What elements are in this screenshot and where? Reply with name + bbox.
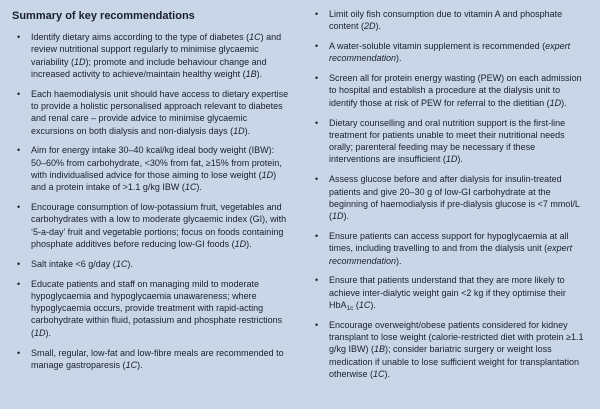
list-item-text: Encourage overweight/obese patients considered for kidney transplant to lose weight (calorie-restricted diet with protein ≥1.1 g/kg IBW) (1B); consider bariatric surgery or weight loss medication if unable to lose sufficient weight for transplantation otherwise (1C). xyxy=(329,319,584,379)
list-item xyxy=(310,319,588,380)
list-item-text: Salt intake <6 g/day (1C). xyxy=(31,258,133,269)
bullet-icon: • xyxy=(315,9,319,19)
list-item-text: Screen all for protein energy wasting (PEW) on each admission to hospital and establish a procedure at the dialysis unit to identify those at risk of PEW for referral to the dietitian (1D). xyxy=(329,73,582,108)
left-column xyxy=(12,8,290,403)
list-item xyxy=(12,88,290,137)
recommendations-list-left xyxy=(12,31,290,371)
list-item-text: Identify dietary aims according to the type of diabetes (1C) and review nutritional support regularly to minimise glycaemic variability (1D); promote and include behaviour change and increased activity to achieve/maintain healthy weight (1B). xyxy=(31,32,282,79)
bullet-icon: • xyxy=(17,88,21,99)
list-item xyxy=(12,201,290,250)
list-item xyxy=(310,8,588,33)
panel-title: Summary of key recommendations xyxy=(12,10,195,22)
list-item-text: Educate patients and staff on managing mild to moderate hypoglycaemia and hypoglycaemia unawareness; where hypoglycaemia occurs, provide treatment with rapid-acting carbohydrate within fluid, potassium and phosphate restrictions (1D). xyxy=(31,278,283,338)
list-item-text: Dietary counselling and oral nutrition support is the first-line treatment for patients unable to meet their nutritional needs orally; parenteral feeding may be necessary if these interventions are insufficient (1D). xyxy=(329,117,566,165)
bullet-icon: • xyxy=(17,258,21,269)
list-item-text: Ensure that patients understand that they are more likely to achieve inter-dialytic weight gain <2 kg if they optimise their HbA$_{1c}$ (1C). xyxy=(329,275,566,312)
bullet-icon: • xyxy=(315,174,319,185)
bullet-icon: • xyxy=(315,319,319,330)
list-item xyxy=(12,31,290,80)
list-item-text: Aim for energy intake 30–40 kcal/kg ideal body weight (IBW): 50–60% from carbohydrate, <30% from fat, ≥15% from protein, with individualised advice for those aiming to lose weight (1D) and a protein intake of >1.1 g/kg IBW (1C). xyxy=(31,145,282,193)
list-item-text: Ensure patients can access support for hypoglycaemia at all times, including travelling to and from the dialysis unit (expert recommendation). xyxy=(329,230,573,266)
list-item-text: Each haemodialysis unit should have access to dietary expertise to provide a holistic personalised approach relevant to diabetes and renal care – provide advice to minimise glycaemic excursions on both dialysis and non-dialysis days (1D). xyxy=(31,88,289,136)
list-item xyxy=(310,117,588,166)
list-item-text: Limit oily fish consumption due to vitamin A and phosphate content (2D). xyxy=(329,9,563,32)
bullet-icon: • xyxy=(17,32,21,42)
right-column xyxy=(310,8,588,403)
recommendations-list-right xyxy=(310,8,588,380)
list-item xyxy=(310,173,588,222)
list-item xyxy=(310,40,588,65)
list-item xyxy=(310,274,588,311)
list-item xyxy=(310,72,588,109)
bullet-icon: • xyxy=(17,145,21,156)
bullet-icon: • xyxy=(17,347,21,358)
bullet-icon: • xyxy=(315,73,319,84)
list-item xyxy=(12,347,290,372)
list-item xyxy=(12,258,290,270)
list-item-text: A water-soluble vitamin supplement is recommended (expert recommendation). xyxy=(329,41,571,64)
list-item-text: Encourage consumption of low-potassium fruit, vegetables and carbohydrates with a low to moderate glycaemic index (GI), with ‘5-a-day’ fruit and vegetable portions; focus on foods containing phosphate additives before reducing low-GI foods (1D). xyxy=(31,202,287,249)
bullet-icon: • xyxy=(17,202,21,213)
bullet-icon: • xyxy=(315,230,319,241)
list-item-text: Small, regular, low-fat and low-fibre meals are recommended to manage gastroparesis (1C). xyxy=(31,347,284,370)
list-item xyxy=(12,278,290,339)
bullet-icon: • xyxy=(17,278,21,289)
list-item xyxy=(12,144,290,193)
bullet-icon: • xyxy=(315,117,319,128)
bullet-icon: • xyxy=(315,41,319,52)
list-item-text: Assess glucose before and after dialysis for insulin-treated patients and give 20–30 g of low-GI carbohydrate at the beginning of haemodialysis if pre-dialysis glucose is <7 mmol/L (1D). xyxy=(329,174,580,222)
list-item xyxy=(310,230,588,267)
bullet-icon: • xyxy=(315,275,319,286)
